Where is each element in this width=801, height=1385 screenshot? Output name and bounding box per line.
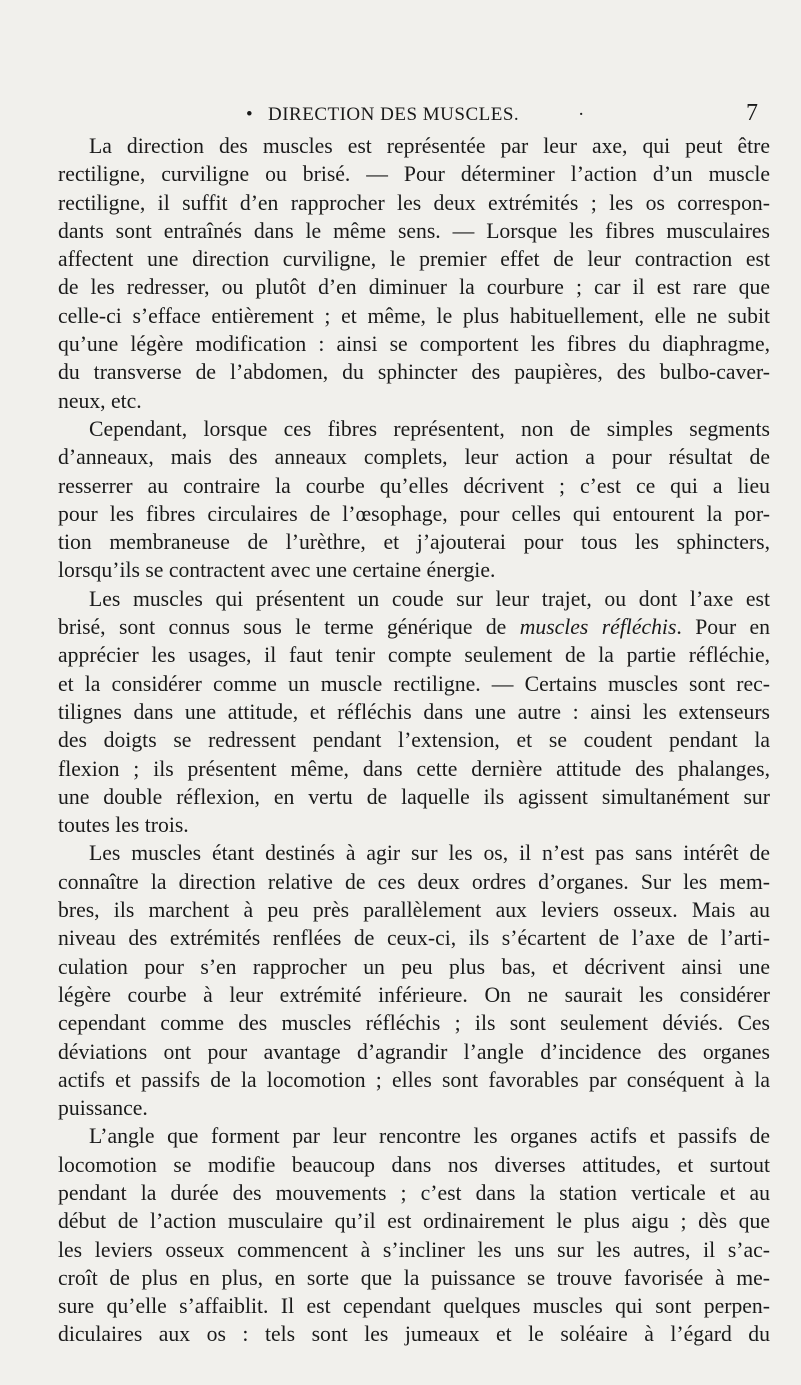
text-line: toutes les trois. <box>58 813 189 838</box>
italic-term: muscles réfléchis <box>519 615 677 640</box>
text-line: des doigts se redressent pendant l’extension, et se coudent pendant la <box>58 728 770 753</box>
text-line: rectiligne, curviligne ou brisé. — Pour déterminer l’action d’un muscle <box>58 162 770 187</box>
text-line: et la considérer comme un muscle rectiligne. — Certains muscles sont rec- <box>58 671 770 696</box>
running-head-title: DIRECTION DES MUSCLES. <box>268 104 520 125</box>
text-line: déviations ont pour avantage d’agrandir l’angle d’incidence des organes <box>58 1039 770 1064</box>
text-line: bres, ils marchent à peu près parallèlement aux leviers osseux. Mais au <box>58 898 770 923</box>
text-line: Les muscles qui présentent un coude sur leur trajet, ou dont l’axe est <box>89 586 770 611</box>
text-segment: . Pour en <box>676 615 771 640</box>
text-line: pendant la durée des mouvements ; c’est dans la station verticale et au <box>58 1180 770 1205</box>
text-line: apprécier les usages, il faut tenir compte seulement de la partie réfléchie, <box>58 643 770 668</box>
text-line: tion membraneuse de l’urèthre, et j’ajouterai pour tous les sphincters, <box>58 530 770 555</box>
text-line: du transverse de l’abdomen, du sphincter des paupières, des bulbo-caver- <box>58 360 770 385</box>
text-line: légère courbe à leur extrémité inférieure. On ne saurait les considérer <box>58 982 770 1007</box>
text-line: La direction des muscles est représentée par leur axe, qui peut être <box>89 134 770 158</box>
text-line: resserrer au contraire la courbe qu’elles décrivent ; c’est ce qui a lieu <box>58 473 770 498</box>
text-line: croît de plus en plus, en sorte que la puissance se trouve favorisée à me- <box>58 1265 770 1290</box>
text-line: niveau des extrémités renflées de ceux-ci, ils s’écartent de l’axe de l’arti- <box>58 926 770 951</box>
text-line: début de l’action musculaire qu’il est ordinairement le plus aigu ; dès que <box>58 1209 770 1234</box>
text-line: cependant comme des muscles réfléchis ; ils sont seulement déviés. Ces <box>58 1011 770 1036</box>
text-line: qu’une légère modification : ainsi se comportent les fibres du diaphragme, <box>58 332 770 357</box>
running-head <box>246 100 766 132</box>
text-line: L’angle que forment par leur rencontre les organes actifs et passifs de <box>89 1124 770 1149</box>
text-line: flexion ; ils présentent même, dans cette dernière attitude des phalanges, <box>58 756 770 781</box>
text-line: tilignes dans une attitude, et réfléchis dans une autre : ainsi les extenseurs <box>58 699 770 724</box>
text-line: sure qu’elle s’affaiblit. Il est cependant quelques muscles qui sont perpen- <box>58 1294 770 1319</box>
ornament-mark: • <box>246 104 254 125</box>
text-line: pour les fibres circulaires de l’œsophage, pour celles qui entourent la por- <box>58 501 770 526</box>
text-line: Les muscles étant destinés à agir sur les os, il n’est pas sans intérêt de <box>89 841 770 866</box>
body-text <box>58 132 770 1349</box>
text-line: affectent une direction curviligne, le premier effet de leur contraction est <box>58 247 770 272</box>
text-line: culation pour s’en rapprocher un peu plus bas, et décrivent ainsi une <box>58 954 770 979</box>
text-line: d’anneaux, mais des anneaux complets, leur action a pour résultat de <box>58 445 770 470</box>
text-line: une double réflexion, en vertu de laquelle ils agissent simultanément sur <box>58 784 770 809</box>
text-line: locomotion se modifie beaucoup dans nos diverses attitudes, et surtout <box>58 1152 770 1177</box>
page-number: 7 <box>746 100 759 126</box>
running-head-dot: · <box>578 104 585 125</box>
text-line: actifs et passifs de la locomotion ; elles sont favorables par conséquent à la <box>58 1067 770 1092</box>
text-line: dants sont entraînés dans le même sens. — Lorsque les fibres musculaires <box>58 218 770 243</box>
text-line: rectiligne, il suffit d’en rapprocher les deux extrémités ; les os correspon- <box>58 190 770 215</box>
text-line: puissance. <box>58 1096 148 1121</box>
text-line: Cependant, lorsque ces fibres représentent, non de simples segments <box>89 416 770 441</box>
text-line: de les redresser, ou plutôt d’en diminuer la courbure ; car il est rare que <box>58 275 770 300</box>
text-line: diculaires aux os : tels sont les jumeaux et le soléaire à l’égard du <box>58 1322 770 1347</box>
text-line: connaître la direction relative de ces deux ordres d’organes. Sur les mem- <box>58 869 770 894</box>
text-line-with-term <box>58 613 770 641</box>
text-segment: brisé, sont connus sous le terme générique de <box>58 615 520 640</box>
text-line: neux, etc. <box>58 388 142 413</box>
text-line: lorsqu’ils se contractent avec une certaine énergie. <box>58 558 496 583</box>
text-line: les leviers osseux commencent à s’incliner les uns sur les autres, il s’ac- <box>58 1237 770 1262</box>
text-line: celle-ci s’efface entièrement ; et même, le plus habituellement, elle ne subit <box>58 303 770 328</box>
